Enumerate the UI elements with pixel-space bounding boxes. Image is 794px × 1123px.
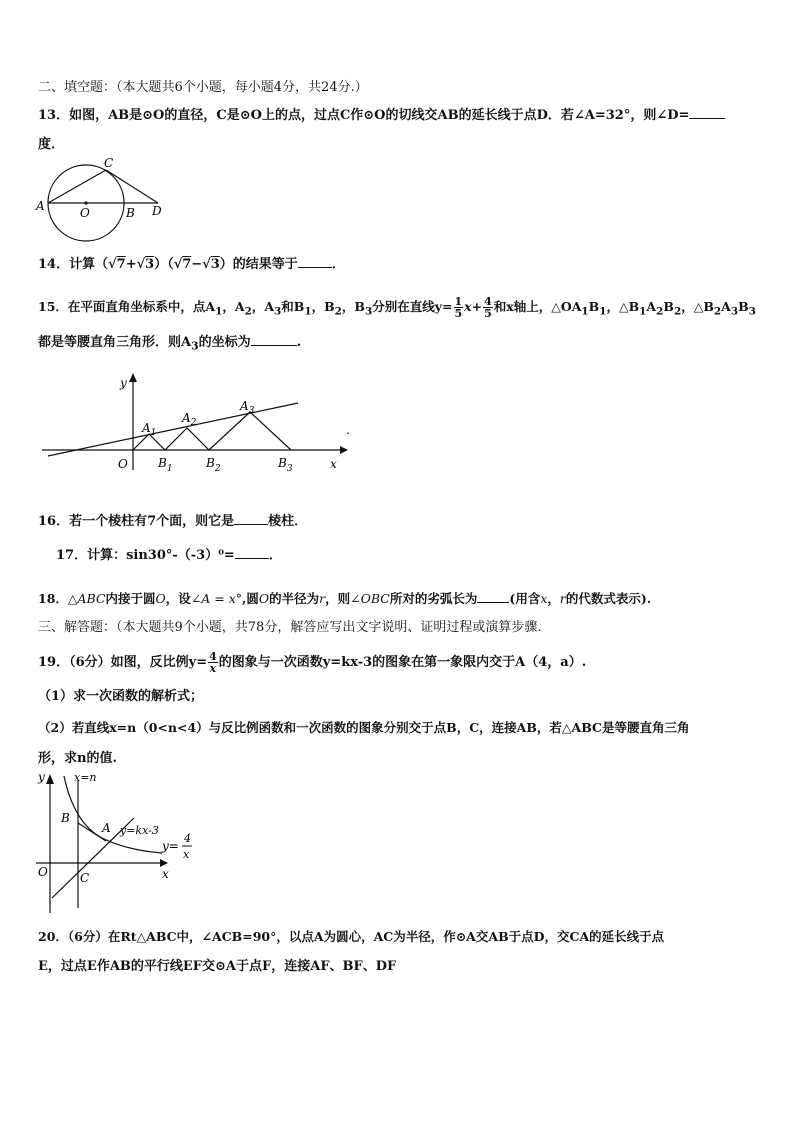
section-2-header: 二、填空题：（本大题共6个小题，每小题4分，共24分.）: [38, 80, 368, 95]
fraction-4-5: $\frac{4}{5}$: [484, 295, 492, 320]
label-a2: $A_2$: [182, 411, 197, 428]
label-o: O: [38, 865, 48, 879]
question-16: 16．若一个棱柱有7个面，则它是 棱柱．: [38, 514, 308, 529]
answer-blank: [234, 512, 268, 525]
label-a: A: [36, 199, 45, 213]
label-o: O: [118, 457, 128, 471]
question-19: 19．（6分）如图，反比例y= $\frac{4}{x}$ 的图象与一次函数y=kx-3的图象在第一象限内交于A（4，a）.: [38, 650, 587, 675]
tangent-cd: [106, 170, 158, 203]
label-b: B: [61, 811, 70, 825]
label-b3: $B_3$: [278, 456, 293, 474]
label-x: x: [162, 867, 169, 881]
label-frac-den: x: [183, 848, 190, 861]
question-19-part1: （1）求一次函数的解析式；: [38, 689, 204, 704]
question-14: 14．计算（√7+√3）（√7−√3）的结果等于 ．: [38, 257, 345, 272]
label-y-eq: y=: [162, 839, 179, 853]
question-18: 18．△ABC内接于圆O，设∠A = x°,圆O的半径为r，则∠OBC所对的劣弧长为 (用含x，r的代数式表示).: [38, 591, 652, 606]
center-point: [84, 201, 87, 204]
question-15-line2: 都是等腰直角三角形．则$A_3$的坐标为 .: [38, 335, 302, 353]
y-axis-arrow: [129, 373, 137, 382]
chord-ac: [48, 170, 106, 203]
label-a1: $A_1$: [142, 421, 157, 438]
question-13: 13．如图，AB是⊙O的直径，C是⊙O上的点，过点C作⊙O的切线交AB的延长线于点D．若∠A=32°，则∠D=: [38, 106, 758, 125]
figure-19-graph: [34, 768, 204, 918]
question-15: 15．在平面直角坐标系中，点$A_1$，$A_2$，$A_3$和$B_1$，$B_2$，$B_3$分别在直线y= $\frac{1}{5}$ x+ $\frac{4}{5}$ 和x轴上，$\triangle OA_1B_1$，$\triangle B_1A_2B_2$，$\triangle B_2A_3B_3$: [38, 295, 756, 320]
answer-blank: [689, 106, 725, 119]
y-axis-arrow: [46, 774, 54, 784]
question-20-line2: E，过点E作AB的平行线EF交⊙A于点F，连接AF、BF、DF: [38, 959, 397, 974]
label-o: O: [80, 206, 90, 220]
label-x-n: x=n: [74, 771, 97, 784]
label-b2: $B_2$: [206, 456, 221, 474]
answer-blank: [251, 333, 297, 346]
question-19-part2-line2: 形，求n的值.: [38, 751, 117, 766]
section-3-header: 三、解答题：（本大题共9个小题，共78分，解答应写出文字说明、证明过程或演算步骤.: [38, 620, 542, 635]
label-frac-num: 4: [184, 832, 191, 845]
label-b1: $B_1$: [158, 456, 173, 474]
isosceles-triangles: [133, 412, 291, 450]
question-17: 17．计算：sin30°-（-3）⁰= ．: [56, 548, 282, 563]
label-y: y: [38, 770, 45, 784]
question-13-line2: 度．: [38, 137, 65, 152]
question-20: 20．（6分）在Rt△ABC中，∠ACB=90°，以点A为圆心，AC为半径，作⊙A交AB于点D，交CA的延长线于点: [38, 929, 665, 944]
label-y: y: [120, 376, 127, 390]
figure-15-triangles: [40, 370, 360, 478]
label-d: D: [152, 204, 162, 218]
sqrt-3-b: √3: [202, 257, 220, 272]
figure-13-circle: [34, 156, 174, 244]
label-c: C: [80, 871, 90, 885]
answer-blank: [235, 546, 269, 559]
answer-blank: [298, 255, 332, 268]
fraction-4-x: $\frac{4}{x}$: [209, 650, 217, 675]
label-a: A: [102, 821, 111, 835]
fraction-1-5: $\frac{1}{5}$: [454, 295, 463, 320]
sqrt-7-a: √7: [108, 257, 126, 272]
x-axis-arrow: [160, 859, 168, 867]
label-b: B: [126, 206, 135, 220]
answer-blank: [477, 590, 509, 603]
label-a3: $A_3$: [240, 399, 255, 416]
x-axis-arrow: [340, 446, 348, 454]
hyperbola-curve: [64, 776, 162, 853]
label-line: y=kx-3: [120, 824, 159, 837]
sqrt-3-a: √3: [136, 257, 155, 272]
label-c: C: [104, 156, 114, 170]
question-19-part2: （2）若直线x=n（0<n<4）与反比例函数和一次函数的图象分别交于点B，C，连接AB，若△ABC是等腰直角三角: [38, 720, 690, 735]
label-x: x: [330, 457, 337, 471]
sqrt-7-b: √7: [173, 257, 192, 272]
stray-dot: .: [346, 423, 350, 437]
line-y-1-5x-4-5: [48, 403, 298, 456]
